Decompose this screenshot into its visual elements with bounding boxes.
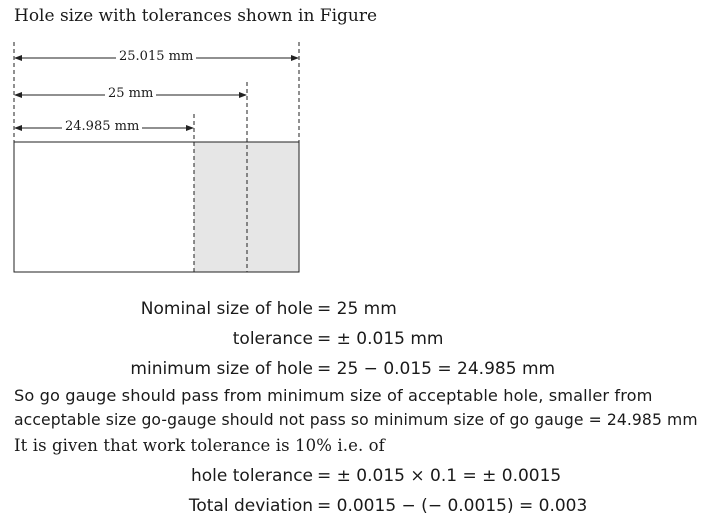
- eq-tolerance-lhs: tolerance: [232, 329, 313, 349]
- paragraph-line-2: acceptable size go-gauge should not pass so minimum size of go gauge = 24.985 mm: [14, 411, 698, 429]
- eq-holetol-rhs: = ± 0.015 × 0.1 = ± 0.0015: [317, 466, 562, 486]
- eq-holetol-lhs: hole tolerance: [191, 466, 313, 486]
- heading: Hole size with tolerances shown in Figure: [14, 6, 378, 26]
- paragraph-line-3: It is given that work tolerance is 10% i.e. of: [14, 436, 385, 455]
- eq-deviation-rhs: = 0.0015 − (− 0.0015) = 0.003: [317, 496, 588, 516]
- eq-deviation-lhs: Total deviation: [188, 496, 313, 516]
- dim-label-max: 25.015 mm: [116, 49, 196, 64]
- eq-minsize-rhs: = 25 − 0.015 = 24.985 mm: [317, 359, 556, 379]
- paragraph-line-1: So go gauge should pass from minimum size of acceptable hole, smaller from: [14, 386, 653, 405]
- eq-tolerance-rhs: = ± 0.015 mm: [317, 329, 444, 349]
- eq-nominal-rhs: = 25 mm: [317, 299, 397, 319]
- eq-minsize-lhs: minimum size of hole: [130, 359, 313, 379]
- dim-label-nominal: 25 mm: [105, 86, 156, 101]
- dim-label-min: 24.985 mm: [62, 119, 142, 134]
- eq-nominal-lhs: Nominal size of hole: [140, 299, 313, 319]
